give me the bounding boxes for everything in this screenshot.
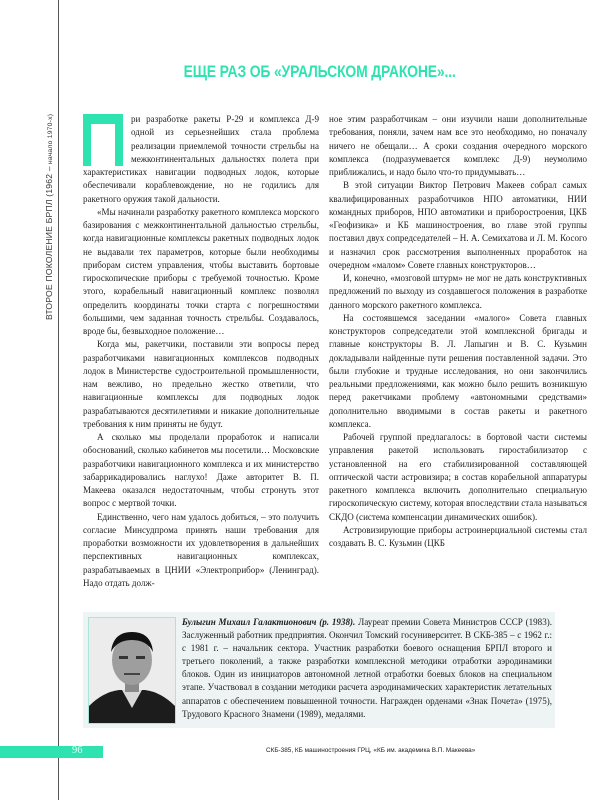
- running-head-main: ВТОРОЕ ПОКОЛЕНИЕ БРПЛ (1962 –: [44, 166, 54, 320]
- paragraph: А сколько мы проделали проработок и написали обоснований, сколько кабинетов мы посетили… Московские разработчики навигационного комплекса и их министерство забаррикадировались наглухо! Даже авторитет В. П. Макеева оказался недостаточным, чтобы стронуть этот вопрос с мертвой точки.: [83, 432, 319, 509]
- running-head-small: начало 1970-х): [47, 113, 54, 167]
- text-column-2: [329, 113, 587, 550]
- paragraph: Единственно, чего нам удалось добиться, – это получить согласие Минсудпрома принять наши требования для проработки возможности их удовлетворения в дальнейших перспективных навигационных комплексах, разрабатываемых в ЦНИИ «Электроприбор» (Ленинград). Надо отдать долж-: [83, 511, 319, 588]
- text-column-1: [83, 113, 319, 590]
- paragraph: ное этим разработчикам – они изучили наши дополнительные требования, поняли, зачем нам все это необходимо, но поначалу ничего не обещали… А сроки создания очередного морского комплекса (подразумевается комплекс Д-9) неумолимо приближались, и надо было что-то придумывать…: [329, 114, 587, 177]
- paragraph: И, конечно, «мозговой штурм» не мог не дать конструктивных предложений по выходу из создавшегося положения в разработке данного морского ракетного комплекса.: [329, 273, 587, 310]
- biography-name: Булыгин Михаил Галактионович (р. 1938).: [182, 617, 356, 627]
- biography-box: [83, 612, 555, 728]
- paragraph: Рабочей группой предлагалось: в бортовой части системы управления ракетой использовать гиростабилизатор с установленной на его стабилизированной составляющей оптической части астровизира; в состав корабельной аппаратуры ракетного комплекса включить дополнительно специальную гироскопическую систему, которая впоследствии стала называться СКДО (система компенсации динамических ошибок).: [329, 432, 587, 522]
- paragraph: ри разработке ракеты Р-29 и комплекса Д-9 одной из серьезнейших стала проблема реализации приемлемой точности стрельбы на межконтинентальных дальностях полета при характеристиках навигации подводных лодок, которые обеспечивали кораблевождение, но не годились для ракетного оружия такой дальности.: [83, 114, 319, 204]
- paragraph: Когда мы, ракетчики, поставили эти вопросы перед разработчиками навигационных комплексов подводных лодок в Министерстве судостроительной промышленности, нам вежливо, но предельно жестко ответили, что навигационные комплексы для подводных лодок разрабатываются десятилетиями и никакие дополнительные требования к ним приняты не будут.: [83, 339, 319, 429]
- paragraph: На состоявшемся заседании «малого» Совета главных конструкторов сопредседатели этой комплексной бригады и главные конструкторы В. Л. Лапыгин и В. С. Кузьмин докладывали найденные пути решения поставленной задачи. Это были глубокие и трудные исследования, но они закончились реальными предложениями, как можно было решить возникшую перед ракетчиками проблему «автономными средствами» дополнительно вводимыми в состав ракеты и ракетного комплекса.: [329, 312, 587, 429]
- margin-rule: [58, 0, 59, 800]
- biography-text: [182, 616, 552, 721]
- running-head: [44, 114, 54, 320]
- portrait-image: [89, 618, 175, 723]
- article-title: ЕЩЕ РАЗ ОБ «УРАЛЬСКОМ ДРАКОНЕ»...: [183, 62, 456, 81]
- paragraph: Астровизирующие приборы астроинерциальной системы стал создавать В. С. Кузьмин (ЦКБ: [329, 524, 587, 548]
- portrait-photo: [88, 617, 176, 724]
- biography-body: Лауреат премии Совета Министров СССР (1983). Заслуженный работник предприятия. Окончил Томский госуниверситет. В СКБ-385 – с 1962 г.: с 1981 г. – начальник сектора. Участник разработки боевого оснащения БРПЛ второго и третьего поколений, а также разработки комплексной методики отработки аэродинамики блоков. Один из инициаторов автономной летной отработки боевых блоков на специальном этапе. Участвовал в создании методики расчета аэродинамических характеристик летательных аппаратов с обеспечением повышенной точности. Награжден орденами «Знак Почета» (1975), Трудового Красного Знамени (1989), медалями.: [182, 617, 553, 719]
- drop-cap: [83, 114, 123, 166]
- publisher-footer: СКБ-385, КБ машиностроения ГРЦ, «КБ им. академика В.П. Макеева»: [266, 747, 476, 754]
- paragraph: В этой ситуации Виктор Петрович Макеев собрал самых квалифицированных разработчиков НПО автоматики, НИИ командных приборов, НПО автоматики и приборостроения, ЦКБ «Геофизика» и КБ машиностроения, во главе этой группы поставил двух сопредседателей – Н. А. Семихатова и Л. М. Косого и назначил срок рассмотрения выполненных проработок на очередном «малом» Совете главных конструкторов…: [329, 180, 587, 270]
- page-number: 96: [72, 745, 83, 756]
- paragraph: «Мы начинали разработку ракетного комплекса морского базирования с межконтинентальной дальностью стрельбы, когда навигационные комплексы ракетных подводных лодок не выдавали тех параметров, которые были необходимы приборам систем управления, чтобы выставить бортовые гироскопические приборы с требуемой точностью. Кроме этого, корабельный навигационный комплекс позволял определить координаты точки старта с погрешностями большими, чем заданная точность стрельбы. Создавалось, вроде бы, безвыходное положение…: [83, 206, 319, 336]
